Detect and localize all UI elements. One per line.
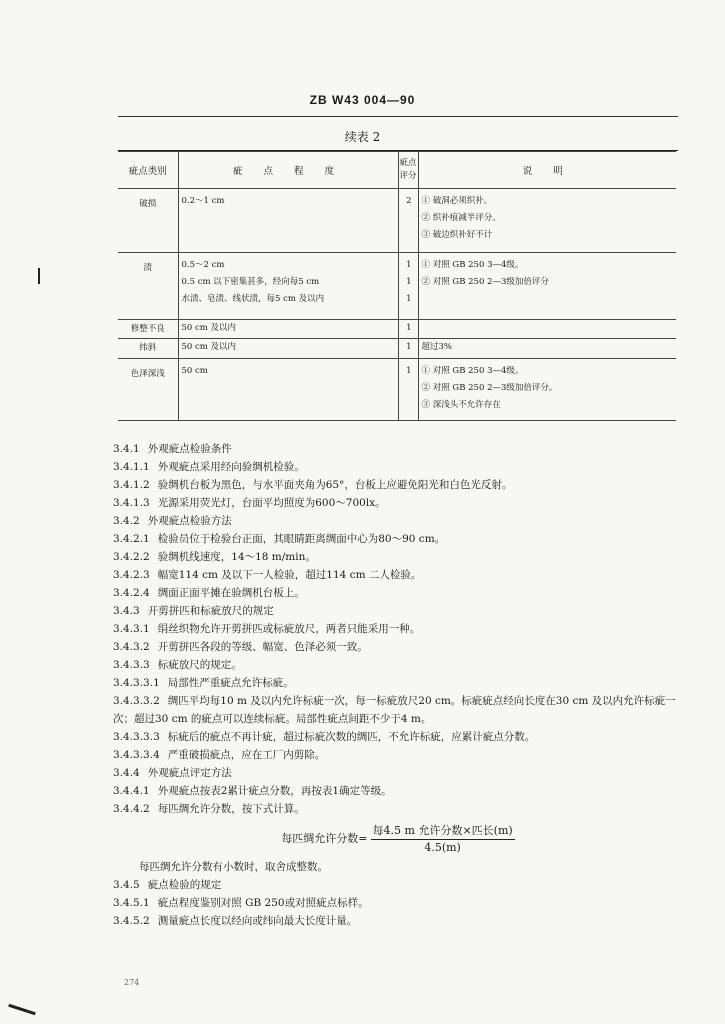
section-line [113,458,683,476]
table-row [118,359,676,421]
section-line [113,440,683,458]
row-score [398,339,418,359]
section-line [113,692,683,728]
section-text: 严重破损疵点，应在工厂内剪除。 [167,749,326,761]
section-line [113,494,683,512]
section-text: 验绸机线速度，14～18 m/min。 [157,551,316,563]
section-text: 标疵后的疵点不再计疵，超过标疵次数的绸匹，不允许标疵，应累计疵点分数。 [167,731,536,743]
degree-line: 水渍、皂渍、线状渍，每5 cm 及以内 [181,294,325,304]
note-line: ③ 破边织补好不计 [421,230,493,240]
degree-line: 0.5～2 cm [181,260,225,270]
section-number: 3.4.2.2 [113,551,150,563]
section-line [113,656,683,674]
section-line [113,638,683,656]
row-degree [178,320,398,339]
section-text: 验绸机台板为黑色，与水平面夹角为65°，台板上应避免阳光和白色光反射。 [157,479,513,491]
row-category: 纬斜 [118,339,178,359]
section-number: 3.4.1 [113,443,140,455]
degree-line: 0.2～1 cm [181,196,225,206]
section-line [113,764,683,782]
score-value: 1 [406,342,412,352]
score-value: 1 [406,277,412,287]
table-row [118,189,676,253]
section-text: 外观疵点评定方法 [147,767,232,779]
score-value: 1 [406,294,412,304]
header-score [398,152,418,189]
note-line: ② 对照 GB 250 2—3级加倍评分。 [421,383,558,393]
section-line [113,512,683,530]
section-number: 3.4.5 [113,879,140,891]
section-number: 3.4.1.1 [113,461,150,473]
section-number: 3.4.3.3.1 [113,677,160,689]
page-number: 274 [124,978,140,987]
section-line [113,894,683,912]
section-text: 外观疵点按表2累计疵点分数，再按表1确定等级。 [157,785,392,797]
defect-table [118,151,676,421]
section-line [113,548,683,566]
section-number: 3.4.3.3.2 [113,695,160,707]
formula-body [281,822,514,854]
section-number: 3.4.2.3 [113,569,150,581]
note-line: ① 对照 GB 250 3—4级。 [421,260,524,270]
table-header-row [118,152,676,189]
row-score [398,320,418,339]
section-text: 标疵放尺的规定。 [157,659,242,671]
row-score [398,189,418,253]
table-caption: 续表 2 [344,130,381,144]
header-score-bottom: 评分 [399,171,417,181]
section-number: 3.4.2.4 [113,587,150,599]
note-line: ② 对照 GB 250 2—3级加倍评分 [421,277,549,287]
standard-code-header: ZB W43 004—90 [309,93,416,107]
section-number: 3.4.2 [113,515,140,527]
section-text: 疵点检验的规定 [147,879,222,891]
allowance-formula [113,818,683,858]
note-line: ① 对照 GB 250 3—4级。 [421,366,524,376]
header-rule [118,116,678,117]
section-number: 3.4.1.3 [113,497,150,509]
section-number: 3.4.5.1 [113,897,150,909]
row-degree [178,359,398,421]
row-category: 破损 [118,189,178,253]
section-number: 3.4.3.3.4 [113,749,160,761]
score-value: 1 [406,260,412,270]
section-text: 每匹绸允许分数，按下式计算。 [157,803,305,815]
note-line: ③ 深浅头不允许存在 [421,400,501,410]
section-text: 外观疵点采用经向验绸机检验。 [157,461,305,473]
header-score-top: 疵点 [399,158,417,168]
section-number: 3.4.3.1 [113,623,150,635]
row-category: 渍 [118,253,178,320]
header-notes: 说 明 [418,152,676,189]
section-text: 测量疵点长度以经向或纬向最大长度计量。 [157,915,358,927]
section-text: 每匹绸允许分数有小数时，取舍成整数。 [139,861,328,873]
row-notes [418,253,676,320]
note-line: ① 破洞必须织补。 [421,196,493,206]
table-row [118,253,676,320]
degree-line: 50 cm 及以内 [181,342,237,352]
section-text: 幅宽114 cm 及以下一人检验，超过114 cm 二人检验。 [157,569,422,581]
section-line [113,728,683,746]
row-notes [418,359,676,421]
row-score [398,359,418,421]
section-line [113,912,683,930]
table-row [118,320,676,339]
section-number: 3.4.3.2 [113,641,150,653]
row-degree [178,339,398,359]
section-number: 3.4.5.2 [113,915,150,927]
section-number: 3.4.3.3.3 [113,731,160,743]
section-text: 局部性严重疵点允许标疵。 [167,677,294,689]
header-category: 疵点类别 [118,152,178,189]
section-text: 疵点程度鉴别对照 GB 250或对照疵点标样。 [157,897,369,909]
section-line [113,858,683,876]
degree-line: 50 cm 及以内 [181,323,237,333]
section-line [113,584,683,602]
table-row [118,339,676,359]
section-text: 外观疵点检验方法 [147,515,232,527]
section-text: 开剪拼匹各段的等级、幅宽、色泽必须一致。 [157,641,368,653]
section-number: 3.4.4.2 [113,803,150,815]
section-number: 3.4.2.1 [113,533,150,545]
section-text: 开剪拼匹和标疵放尺的规定 [147,605,274,617]
section-number: 3.4.4 [113,767,140,779]
score-value: 1 [406,366,412,376]
section-line [113,602,683,620]
section-line [113,782,683,800]
section-text: 检验员位于检验台正面，其眼睛距离绸面中心为80～90 cm。 [157,533,446,545]
row-notes [418,320,676,339]
formula-lhs: 每匹绸允许分数= [281,832,368,845]
scan-mark [38,268,40,284]
row-category: 修整不良 [118,320,178,339]
formula-denominator: 4.5(m) [424,841,461,854]
body-text [113,440,683,930]
section-line [113,476,683,494]
row-score [398,253,418,320]
row-degree [178,189,398,253]
section-number: 3.4.1.2 [113,479,150,491]
degree-line: 0.5 cm 以下密集甚多，经向每5 cm [181,277,320,287]
section-number: 3.4.4.1 [113,785,150,797]
section-line [113,800,683,818]
score-value: 1 [406,323,412,333]
section-line [113,620,683,638]
row-notes [418,339,676,359]
section-text: 绸匹平均每10 m 及以内允许标疵一次，每一标疵放尺20 cm。标疵疵点经向长度在30 cm 及以内允许标疵一次；超过30 cm 的疵点可以连续标疵。局部性疵点间距不少于4 m。 [113,695,676,725]
note-line: ② 织补痕减半评分。 [421,213,501,223]
section-text: 光源采用荧光灯，台面平均照度为600～700lx。 [157,497,386,509]
section-line [113,876,683,894]
row-notes [418,189,676,253]
row-category: 色泽深浅 [118,359,178,421]
section-number: 3.4.3 [113,605,140,617]
note-line: 超过3% [421,342,452,352]
section-text: 绢丝织物允许开剪拼匹或标疵放尺，两者只能采用一种。 [157,623,421,635]
score-value: 2 [406,196,412,206]
section-line [113,530,683,548]
section-line [113,746,683,764]
degree-line: 50 cm [181,366,208,376]
scan-mark [8,1004,36,1016]
formula-fraction [371,822,515,854]
section-line [113,566,683,584]
header-degree: 疵 点 程 度 [178,152,398,189]
formula-numerator: 每4.5 m 允许分数×匹长(m) [371,822,515,840]
section-text: 外观疵点检验条件 [147,443,232,455]
section-line [113,674,683,692]
section-text: 绸面正面平摊在验绸机台板上。 [157,587,305,599]
section-number: 3.4.3.3 [113,659,150,671]
row-degree [178,253,398,320]
